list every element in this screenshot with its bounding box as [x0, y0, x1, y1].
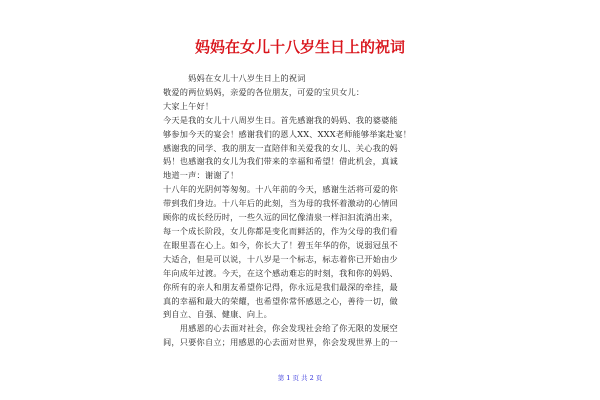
body-text-line: 间，只要你自立；用感恩的心去面对世界，你会发现世界上的一 [163, 337, 398, 348]
body-text-line: 今天是我的女儿十八周岁生日。首先感谢我的妈妈、我的婆婆能 [163, 114, 398, 125]
body-text-line: 你所有的亲人和朋友希望你记得，你永远是我们最深的牵挂，最 [163, 281, 398, 292]
body-text-line: 到自立、自强、健康、向上。 [163, 309, 273, 320]
body-text-line: 每一个成长阶段，女儿你都是变化而鲜活的，作为父母的我们看 [163, 225, 398, 236]
body-text-line: 感谢我的同学、我的朋友一直陪伴和关爱我的女儿、关心我的妈 [163, 142, 398, 153]
body-text-line: 地道一声：谢谢了！ [163, 170, 239, 181]
body-text-line: 大适合，但是可以说，十八岁是一个标志，标志着你已开始由少 [163, 253, 398, 264]
body-text-line: 大家上午好！ [163, 100, 214, 111]
body-text-line: 带到我们身边。十八年后的此刻，当为母的我怀着激动的心情回 [163, 198, 398, 209]
body-text-line: 敬爱的两位妈妈，亲爱的各位朋友，可爱的宝贝女儿： [163, 86, 365, 97]
body-heading-line: 妈妈在女儿十八岁生日上的祝词 [163, 73, 306, 83]
body-text-line: 年向成年过渡。今天，在这个感动难忘的时刻，我和你的妈妈、 [163, 267, 398, 278]
body-text-line: 妈！也感谢我的女儿为我们带来的幸福和希望！借此机会，真诚 [163, 156, 398, 167]
document-title: 妈妈在女儿十八岁生日上的祝词 [194, 38, 405, 56]
page-footer: 第 1 页 共 2 页 [277, 374, 323, 382]
body-text-line: 十八年的光阴何等匆匆。十八年前的今天，感谢生活将可爱的你 [163, 184, 398, 195]
body-text-line: 够参加今天的宴会！感谢我们的恩人XX、XXX老师能够举案赴宴！ [163, 128, 412, 139]
document-body [163, 72, 415, 350]
body-text-line: 真的幸福和最大的荣耀，也希望你常怀感恩之心，善待一切，做 [163, 295, 398, 306]
body-text-line: 顾你的成长经历时，一些久远的回忆像清泉一样汩汩流淌出来， [163, 212, 398, 223]
body-text-line: 用感恩的心去面对社会，你会发现社会给了你无限的发展空 [163, 323, 398, 334]
body-text-line: 在眼里喜在心上。如今，你长大了！碧玉年华的你，说弱冠虽不 [163, 239, 398, 250]
